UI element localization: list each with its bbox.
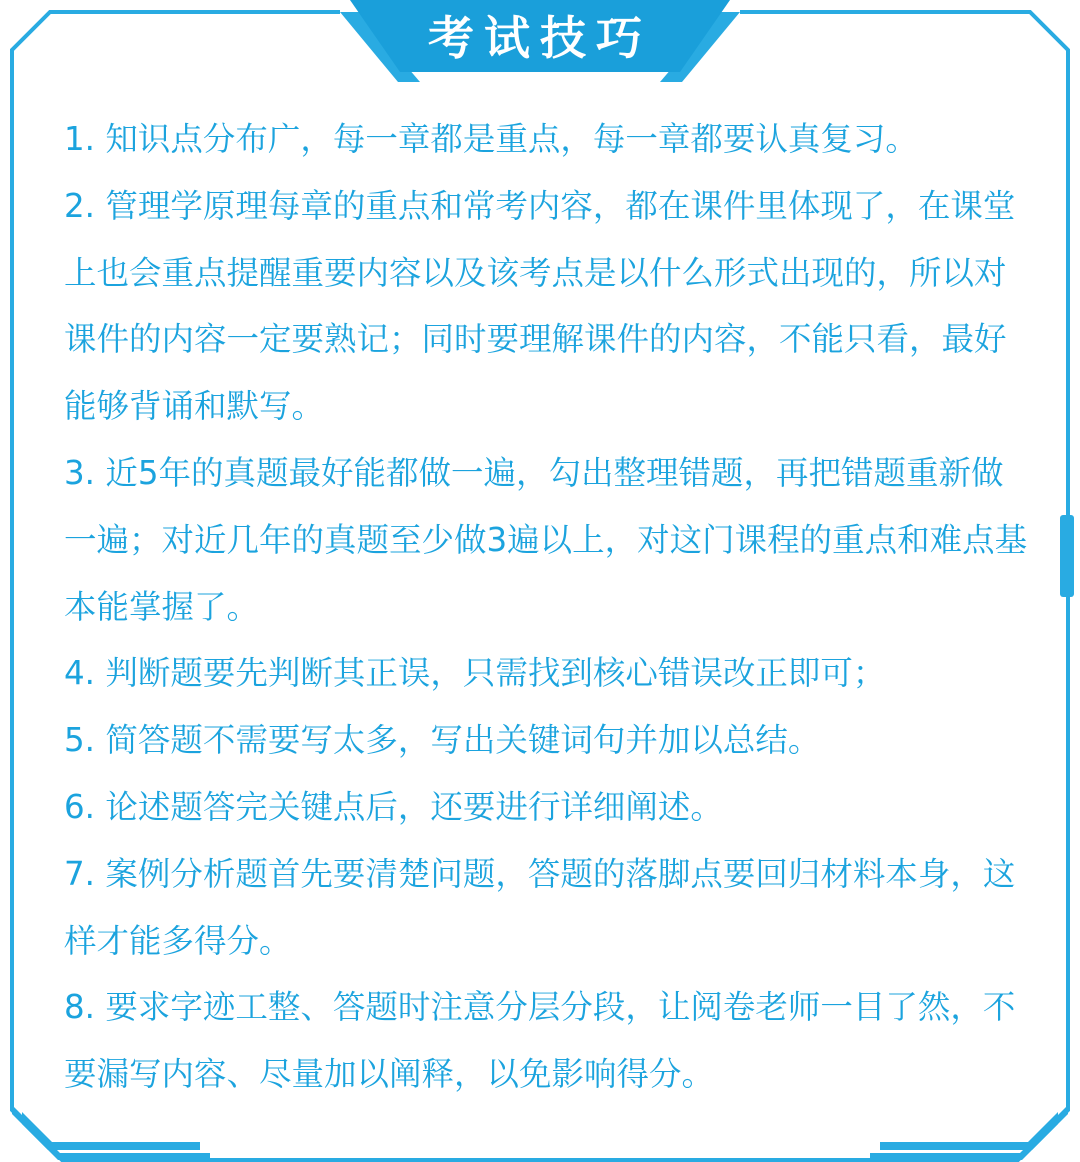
tip-item-1: 1. 知识点分布广，每一章都是重点，每一章都要认真复习。: [64, 120, 918, 158]
tip-item-3: 3. 近5年的真题最好能都做一遍，勾出整理错题，再把错题重新做一遍；对近几年的真题至少做3遍以上，对这门课程的重点和难点基本能掌握了。: [64, 453, 1028, 626]
page-title: 考试技巧: [428, 11, 652, 65]
corner-bottom-right-bar: [880, 1112, 1058, 1150]
tip-item-5: 5. 简答题不需要写太多，写出关键词句并加以总结。: [64, 721, 821, 760]
right-bracket: [1060, 515, 1074, 597]
corner-bottom-left-bar: [22, 1112, 200, 1150]
tip-item-7: 7. 案例分析题首先要清楚问题，答题的落脚点要回归材料本身，这样才能多得分。: [64, 854, 1016, 960]
tip-item-4: 4. 判断题要先判断其正误，只需找到核心错误改正即可；: [64, 654, 886, 693]
tip-item-6: 6. 论述题答完关键点后，还要进行详细阐述。: [64, 787, 723, 826]
tip-item-2: 2. 管理学原理每章的重点和常考内容，都在课件里体现了，在课堂上也会重点提醒重要内容以及该考点是以什么形式出现的，所以对课件的内容一定要熟记；同时要理解课件的内容，不能只看，最好能够背诵和默写。: [64, 186, 1016, 426]
tips-list: [64, 106, 1032, 1108]
tip-item-8: 8. 要求字迹工整、答题时注意分层分段，让阅卷老师一目了然，不要漏写内容、尽量加以阐释，以免影响得分。: [64, 988, 1016, 1094]
